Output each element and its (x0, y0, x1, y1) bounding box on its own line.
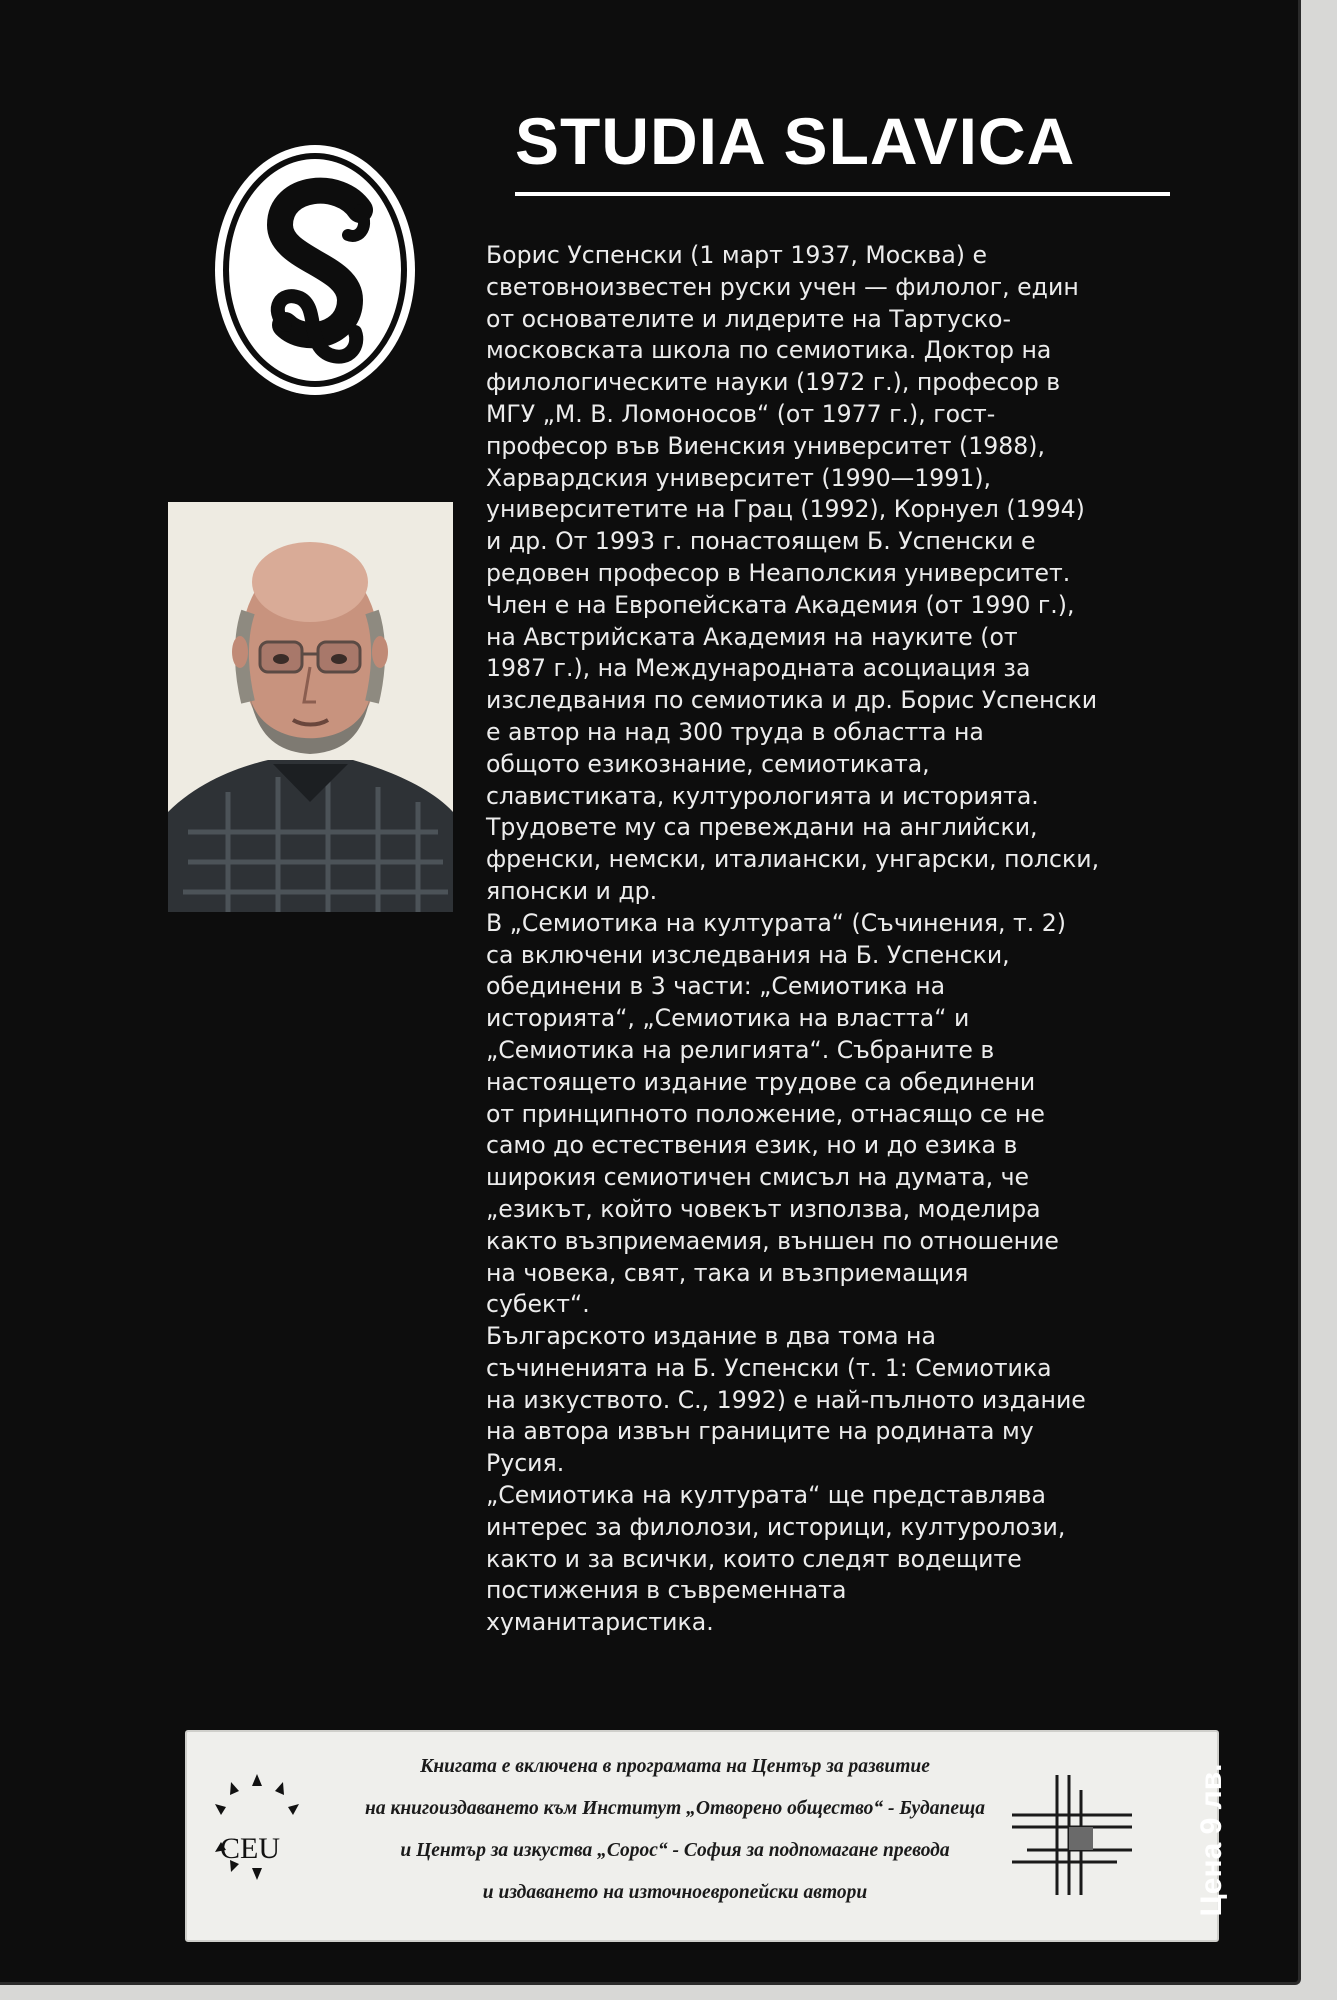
author-photo (168, 502, 453, 912)
grid-logo-icon (1007, 1770, 1137, 1900)
studia-slavica-logo-icon (210, 140, 420, 400)
author-biography-text: Борис Успенски (1 март 1937, Москва) е световноизвестен руски учен — филолог, един от основателите и лидерите на Тартуско- московската школа по семиотика. Доктор на филологическите науки (1972 г.), професор в МГУ „М. В. Ломоносов“ (от 1977 г.), гост- професор във Виенския университет (1988), Харвардския университет (1990—1991), университетите на Грац (1992), Корнуел (1994) и др. От 1993 г. понастоящем Б. Успенски е редовен професор в Неаполския университет. Член е на Европейската Академия (от 1990 г.), на Австрийската Академия на науките (от 1987 г.), на Международната асоциация за изследвания по семиотика и др. Борис Успенски е автор на над 300 труда в областта на общото езикознание, семиотиката, славистиката, културологията и историята. Трудовете му са превеждани на английски, френски, немски, италиански, унгарски, полски, японски и др. В „Семиотика на културата“ (Съчинения, т. 2) са включени изследвания на Б. Успенски, обединени в 3 части: „Семиотика на историята“, „Семиотика на властта“ и „Семиотика на религията“. Събраните в настоящето издание трудове са обединени от принципното положение, отнасящо се не само до естествения език, но и до езика в широкия семиотичен смисъл на думата, че „езикът, който човекът използва, моделира както възприемаемия, външен по отношение на човека, свят, така и възприемащия субект“. Българското издание в два тома на съчиненията на Б. Успенски (т. 1: Семиотика на изкуството. С., 1992) е най-пълното издание на автора извън границите на родината му Русия. „Семиотика на културата“ ще представлява интерес за филолози, историци, културолози, както и за всички, които следят водещите постижения в съвременната хуманитаристика. (486, 241, 1100, 1637)
series-title: STUDIA SLAVICA (515, 104, 1076, 178)
ceu-label: CEU (220, 1832, 280, 1865)
publisher-info-band (185, 1730, 1219, 1942)
author-portrait-icon (168, 502, 453, 912)
program-note: Книгата е включена в програмата на Център за развитие на книгоиздаването към Институт „Отворено общество“ - Будапеща и Център за изкуства „Сорос“ - София за подпомагане превода и издаването на източноевропейски автори (365, 1756, 985, 1903)
price-label: Цена 9 лв. (1195, 1763, 1228, 1917)
title-rule (515, 192, 1170, 196)
